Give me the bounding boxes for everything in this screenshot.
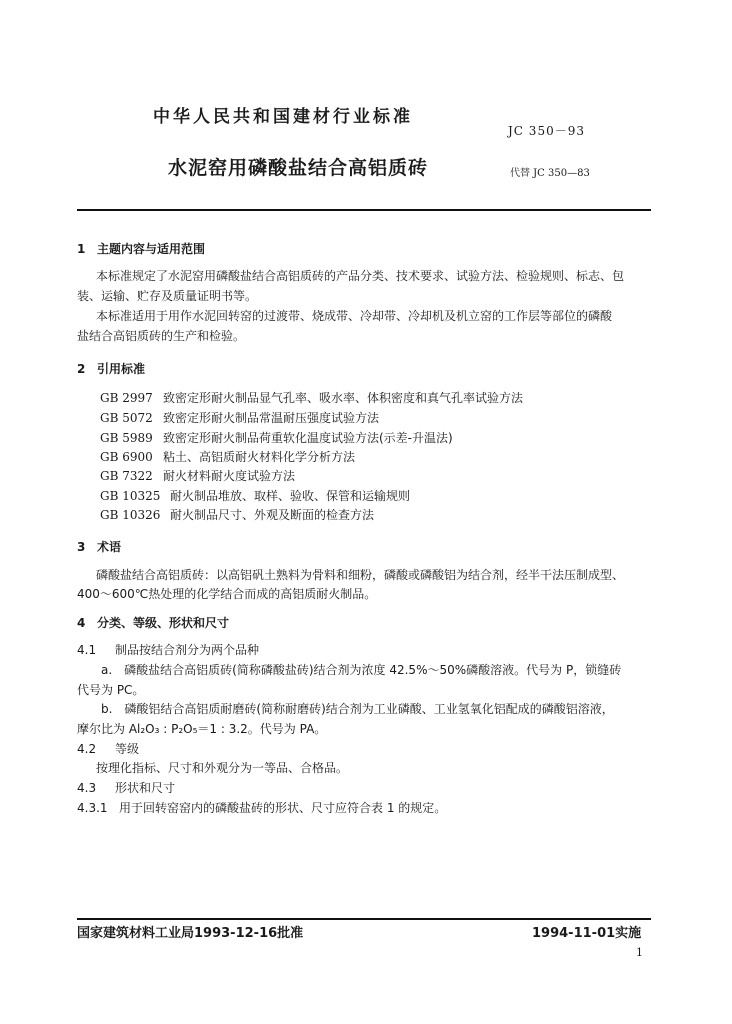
subsection-4-1 xyxy=(77,641,259,658)
list-item-b: b. 磷酸铝结合高铝质耐磨砖(简称耐磨砖)结合剂为工业磷酸、工业氢氧化铝配成的磷酸铝溶液， xyxy=(101,702,614,716)
paragraph-line: 本标准适用于用作水泥回转窑的过渡带、烧成带、冷却带、冷却机及机立窑的工作层等部位的磷酸 xyxy=(96,309,613,323)
reference-code: GB 10326 xyxy=(100,508,161,522)
subsection-title: 形状和尺寸 xyxy=(115,781,176,795)
footer-divider xyxy=(77,918,651,920)
reference-item xyxy=(100,389,523,406)
reference-item xyxy=(100,487,410,504)
reference-item xyxy=(100,429,453,446)
subsection-text: 用于回转窑窑内的磷酸盐砖的形状、尺寸应符合表 1 的规定。 xyxy=(119,801,447,815)
subsection-title: 制品按结合剂分为两个品种 xyxy=(115,643,260,657)
reference-code: GB 10325 xyxy=(100,489,161,503)
reference-title: 耐火制品尺寸、外观及断面的检查方法 xyxy=(170,508,375,522)
section-number: 3 xyxy=(77,540,86,554)
subsection-number: 4.3.1 xyxy=(77,801,108,815)
standard-code: JC 350－93 xyxy=(508,124,585,138)
reference-code: GB 5072 xyxy=(100,411,153,425)
section-number: 1 xyxy=(77,242,86,256)
paragraph-line: 摩尔比为 Al₂O₃ : P₂O₅＝1 : 3.2。代号为 PA。 xyxy=(77,722,327,736)
reference-title: 致密定形耐火制品常温耐压强度试验方法 xyxy=(163,411,380,425)
section-1-heading xyxy=(77,240,205,257)
header-divider xyxy=(77,209,651,211)
page-number: 1 xyxy=(636,946,643,959)
reference-code: GB 7322 xyxy=(100,469,153,483)
replaces-note: 代替 JC 350—83 xyxy=(510,168,590,179)
document-title: 水泥窑用磷酸盐结合高铝质砖 xyxy=(168,157,429,179)
subsection-number: 4.1 xyxy=(77,643,97,657)
paragraph-line: 磷酸盐结合高铝质砖：以高铝矾土熟料为骨料和细粉，磷酸或磷酸铝为结合剂，经半干法压制成型、 xyxy=(96,568,625,582)
reference-title: 粘土、高铝质耐火材料化学分析方法 xyxy=(163,450,356,464)
section-number: 4 xyxy=(77,616,86,630)
paragraph-line: 代号为 PC。 xyxy=(77,683,145,697)
reference-code: GB 5989 xyxy=(100,431,153,445)
reference-item xyxy=(100,506,374,523)
section-4-heading xyxy=(77,614,229,631)
implementation-date: 1994-11-01实施 xyxy=(532,926,642,941)
subsection-number: 4.2 xyxy=(77,742,97,756)
reference-title: 致密定形耐火制品荷重软化温度试验方法(示差-升温法) xyxy=(163,431,453,445)
section-title: 主题内容与适用范围 xyxy=(97,242,206,256)
subsection-4-2 xyxy=(77,740,139,757)
list-item-a: a. 磷酸盐结合高铝质砖(简称磷酸盐砖)结合剂为浓度 42.5%～50%磷酸溶液。代号为 P，锁缝砖 xyxy=(101,663,622,677)
reference-title: 致密定形耐火制品显气孔率、吸水率、体积密度和真气孔率试验方法 xyxy=(163,391,524,405)
reference-title: 耐火材料耐火度试验方法 xyxy=(163,469,296,483)
paragraph-line: 400～600℃热处理的化学结合而成的高铝质耐火制品。 xyxy=(77,587,377,601)
paragraph-line: 装、运输、贮存及质量证明书等。 xyxy=(77,289,258,303)
approval-note: 国家建筑材料工业局1993-12-16批准 xyxy=(77,926,304,941)
reference-code: GB 2997 xyxy=(100,391,153,405)
reference-item xyxy=(100,448,355,465)
reference-title: 耐火制品堆放、取样、验收、保管和运输规则 xyxy=(170,489,411,503)
section-title: 分类、等级、形状和尺寸 xyxy=(97,616,230,630)
section-2-heading xyxy=(77,360,145,377)
subsection-number: 4.3 xyxy=(77,781,97,795)
subsection-4-3 xyxy=(77,779,175,796)
subsection-4-3-1 xyxy=(77,799,446,816)
reference-item xyxy=(100,409,379,426)
standard-category-title: 中华人民共和国建材行业标准 xyxy=(153,107,413,127)
subsection-title: 等级 xyxy=(115,742,140,756)
section-title: 术语 xyxy=(97,540,122,554)
section-title: 引用标准 xyxy=(97,362,146,376)
section-3-heading xyxy=(77,538,121,555)
paragraph-line: 本标准规定了水泥窑用磷酸盐结合高铝质砖的产品分类、技术要求、试验方法、检验规则、标志、包 xyxy=(96,269,625,283)
reference-item xyxy=(100,467,295,484)
section-number: 2 xyxy=(77,362,86,376)
paragraph-line: 盐结合高铝质砖的生产和检验。 xyxy=(77,329,246,343)
paragraph-line: 按理化指标、尺寸和外观分为一等品、合格品。 xyxy=(96,761,349,775)
reference-code: GB 6900 xyxy=(100,450,153,464)
